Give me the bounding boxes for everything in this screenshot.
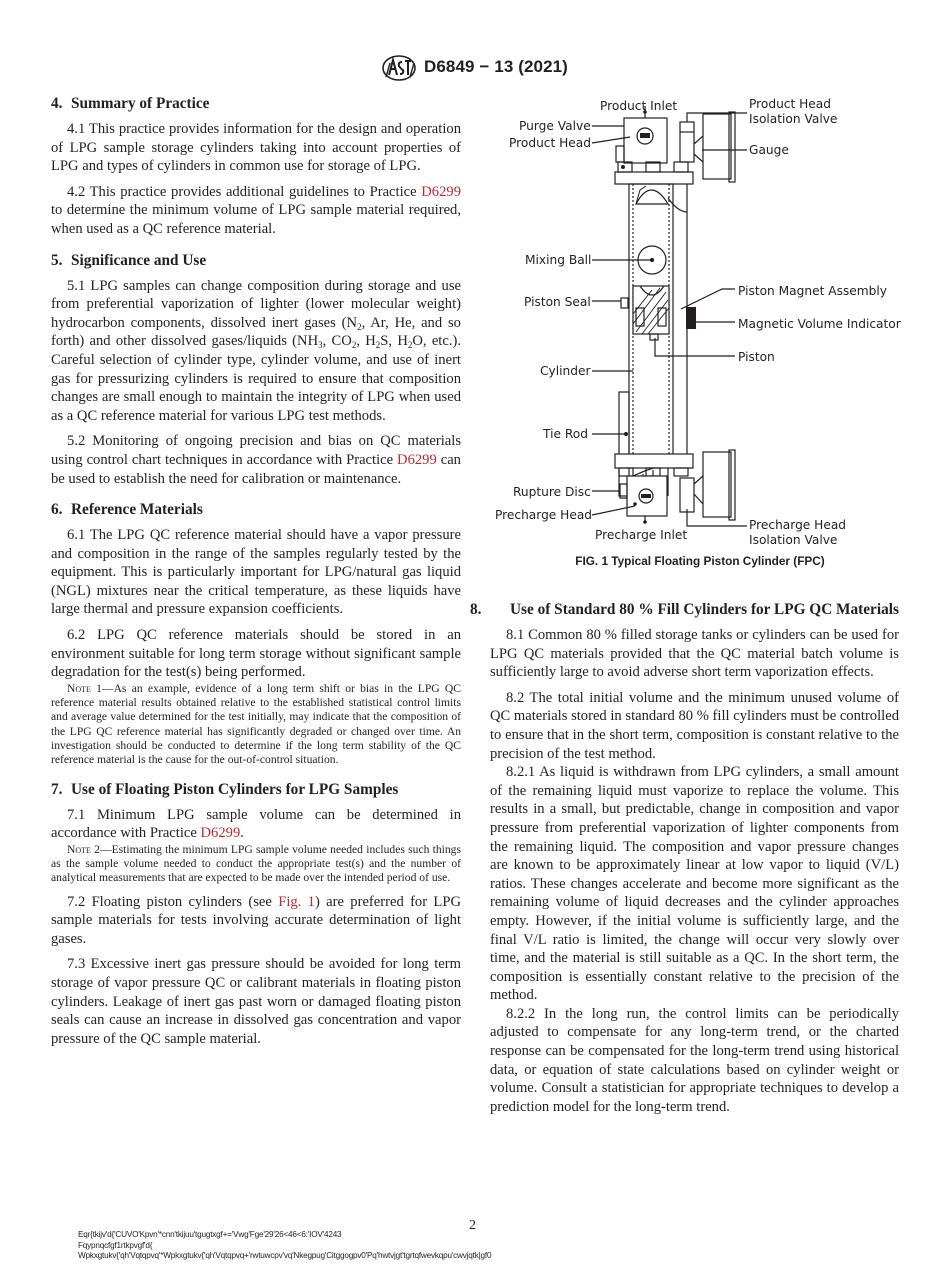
text: 7.2 Floating piston cylinders (see [67,893,279,910]
document-id: D6849 − 13 (2021) [424,57,568,76]
figure-1 [490,94,910,574]
paragraph-5-2 [51,432,461,488]
subscript: 2 [407,340,413,351]
footer-line-1: Eqr{tkijv'd{'CUVO'Kpvn'*cnn'tkijuu'tgugtxgf+='Vwg'Fge'29'26<46<6:'IOV'4243 [78,1230,342,1239]
section-title: Use of Standard 80 % Fill Cylinders for LPG QC Materials [510,601,899,618]
label-product-head: Product Head [509,136,592,150]
section-number: 4. [51,95,63,112]
section-number: 7. [51,780,63,798]
paragraph-4-2 [51,183,461,239]
label-cylinder: Cylinder [540,364,591,378]
section-6-heading [51,500,461,519]
page-number: 2 [469,1218,476,1233]
label-piston-seal: Piston Seal [524,295,591,309]
label-mixing-ball: Mixing Ball [525,253,592,267]
paragraph-8-2: 8.2 The total initial volume and the minimum unused volume of QC materials stored in standard 80 % fill cylinders must be controlled to ensure that in the short term, composition is constant relative to the precision of the test method. [490,689,899,762]
paragraph-8-2-1: 8.2.1 As liquid is withdrawn from LPG cylinders, a small amount of the remaining liquid must vaporize to replace the volume. This results in a small, but predictable, change in composition and vapor pressure from preferential vaporization of lighter components from the remaining liquid. The composition and vapor pressure changes are known to be approximately linear at low vapor to liquid (V/L) ratios. These changes accelerate and become more significant as the remaining volume of liquid decreases and the cylinder approaches empty. However, if the initial volume is sufficiently large, and the final V/L ratio is limited, the change will occur very slowly over time, and the material is still suitable as a QC. In the short term, the composition is essentially constant relative to the precision of the method. [490,764,899,1004]
paragraph-7-1 [51,806,461,843]
text: S, H [380,333,408,350]
label-tie-rod: Tie Rod [543,427,588,441]
paragraph-8-2-2: 8.2.2 In the long run, the control limits can be periodically adjusted to compensate for any long-term trend, or the charted response can be compensated for the long-term trend using historical data, or equation of state calculations based on cylinder weight or volume. Consult a statistician for appropriate techniques to develop a prediction model for the long-term trend. [490,1005,899,1115]
label-line: Isolation Valve [749,112,838,126]
text: 4.2 This practice provides additional guidelines to Practice [67,183,422,200]
label-product-inlet: Product Inlet [600,99,678,113]
paragraph-4-1: 4.1 This practice provides information for the design and operation of LPG sample storage cylinders taking into account properties of LPG and types of cylinders in common use for storage of LPG. [51,121,461,175]
link-d6299[interactable]: D6299 [421,183,461,200]
label-line: Precharge Head [749,518,847,532]
left-column [51,94,461,1048]
section-title: Use of Floating Piston Cylinders for LPG Samples [71,780,399,798]
label-precharge-inlet: Precharge Inlet [595,528,688,542]
section-4-heading [51,94,461,113]
subscript: 2 [351,340,357,351]
paragraph-8-1: 8.1 Common 80 % filled storage tanks or cylinders can be used for LPG QC materials provided that the QC material batch volume is sufficiently large to avoid adverse short term vaporization effects. [490,627,899,681]
paragraph-6-1: 6.1 The LPG QC reference material should have a vapor pressure and composition in the range of the samples regularly tested by the equipment. This is particularly important for LPG/natural gas liquid (NGL) mixtures near the critical temperature, as these liquids have large thermal and pressure expansion coefficients. [51,527,461,618]
label-piston-magnet-assembly: Piston Magnet Assembly [738,284,887,298]
label-purge-valve: Purge Valve [519,119,591,133]
section-title: Reference Materials [71,501,203,519]
section-5-heading [51,251,461,270]
note-2 [51,843,461,886]
text: 5.1 LPG samples can change composition during storage and use from preferential vaporization of lighter (lower molecular weight) hydrocarbon components, dissolved inert gases (N [51,277,461,331]
note-1 [51,682,461,768]
paragraph-5-1 [51,277,461,426]
paragraph-7-3: 7.3 Excessive inert gas pressure should be avoided for long term storage of vapor pressure QC or calibrant materials in floating piston cylinders. Leakage of inert gas past worn or damaged floating piston seals can cause an increase in dissolved gas concentration and vapor pressure of the QC sample material. [51,956,461,1047]
page-header [0,54,950,84]
text: , Ar, He, and so forth) and other dissolved gases/liquids (NH [51,314,461,350]
label-precharge-head: Precharge Head [495,508,593,522]
section-title: Summary of Practice [71,95,210,112]
note-label: Note 2 [67,842,100,856]
label-line: Product Head [749,97,832,111]
paragraph-6-2: 6.2 LPG QC reference materials should be stored in an environment suitable for long term storage without significant sample degradation for the test(s) being performed. [51,627,461,681]
text: 5.2 Monitoring of ongoing precision and bias on QC materials using control chart techniques in accordance with Practice [51,433,461,468]
note-label: Note 1 [67,681,102,695]
section-number: 8. [470,601,482,618]
section-7-heading [51,780,461,799]
paragraph-7-2 [51,893,461,949]
text: to determine the minimum volume of LPG sample material required, when used as a QC reference material. [51,202,461,237]
section-number: 6. [51,501,63,519]
link-d6299[interactable]: D6299 [397,451,437,468]
license-footer [78,1230,491,1262]
note-text: —Estimating the minimum LPG sample volume needed includes such things as the sample volume needed to conduct the appropriate test(s) and the number of analytical measurements that are expected to be made over the intended period of use. [51,842,461,885]
text: O, etc.). Careful selection of cylinder type, cylinder volume, and use of inert gas for pressurizing cylinders is required to ensure that composition changes are small enough to maintain the integrity of LPG when used as a QC reference material for various LPG test methods. [51,333,462,424]
subscript: 3 [318,340,323,351]
text: 7.1 Minimum LPG sample volume can be determined in accordance with Practice [51,806,461,842]
text: , CO [322,333,352,350]
label-precharge-head-isolation-valve [749,518,846,548]
footer-line-2: Fqypnqcfgf1rtkpvgf'd{ [78,1240,153,1250]
section-8-heading [470,600,899,619]
text: . [240,825,244,842]
figure-caption: FIG. 1 Typical Floating Piston Cylinder (FPC) [575,554,825,568]
link-fig-1[interactable]: Fig. 1 [278,893,315,910]
text: , H [356,333,376,350]
right-column [470,600,899,1116]
subscript: 2 [357,321,362,332]
label-gauge: Gauge [749,143,789,157]
label-product-head-isolation-valve [749,97,837,127]
astm-logo-icon [380,55,418,81]
label-rupture-disc: Rupture Disc [513,485,591,499]
link-d6299[interactable]: D6299 [200,825,241,842]
text: ) are preferred for LPG sample materials for tests involving accurate determination of light gases. [51,893,461,947]
label-magnetic-volume-indicator: Magnetic Volume Indicator [738,317,901,331]
label-line: Isolation Valve [749,533,838,547]
section-title: Significance and Use [71,251,207,269]
text: can be used to establish the need for calibration or maintenance. [51,451,461,487]
label-piston: Piston [738,350,775,364]
note-text: —As an example, evidence of a long term shift or bias in the LPG QC reference material results obtained relative to the established statistical control limits and average value determined for the test initially, may indicate that the composition of the LPG QC reference material has significantly degraded or changed over time. An investigation should be conducted to determine if the long term stability of the QC reference material is the cause for the out-of-control situation. [51,681,461,767]
footer-line-3: Wpkxgtukv{'qh'Vqtqpvq'*Wpkxgtukv{'qh'Vqtqpvq+'rwtuwcpv'vq'Nkegpug'Citggogpv0'Pq'hwtvjgt'tgrtqfwevkqpu'cwvjqtk|gf0 [78,1251,492,1261]
section-number: 5. [51,251,63,269]
subscript: 2 [375,340,381,351]
